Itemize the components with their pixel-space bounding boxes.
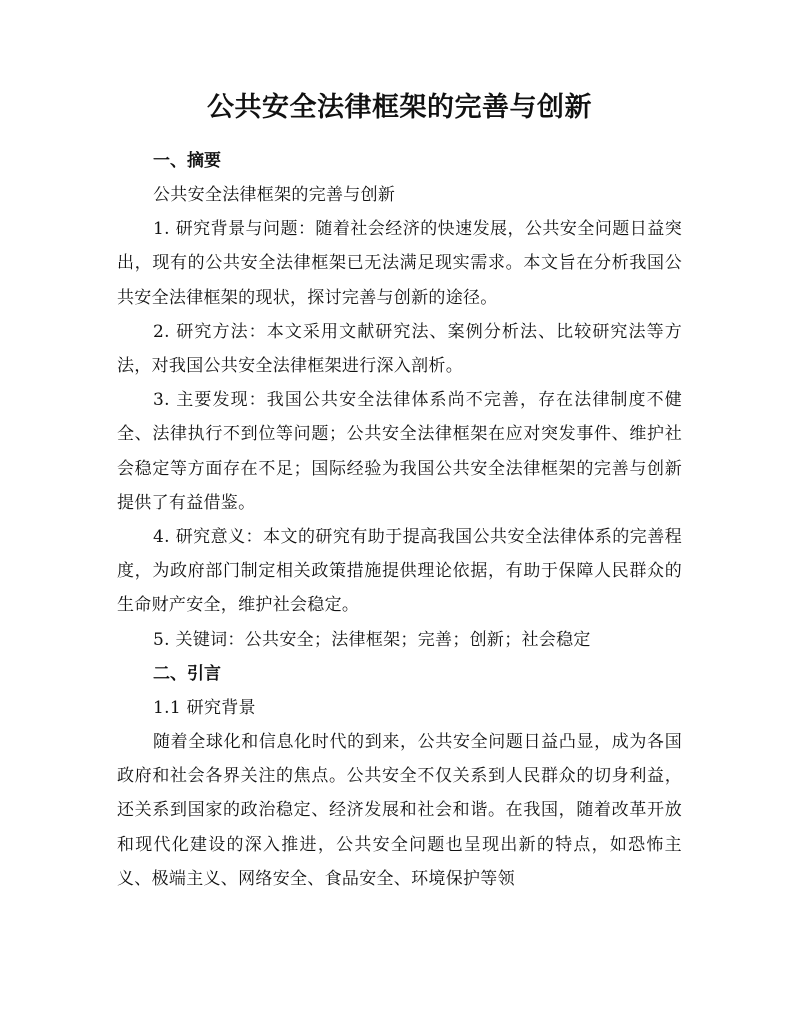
section-introduction <box>117 657 682 896</box>
paragraph: 3. 主要发现：我国公共安全法律体系尚不完善，存在法律制度不健全、法律执行不到位等问题；公共安全法律框架在应对突发事件、维护社会稳定等方面存在不足；国际经验为我国公共安全法律框架的完善与创新提供了有益借鉴。 <box>117 390 682 513</box>
section-heading: 一、摘要 <box>153 151 221 171</box>
paragraph: 1. 研究背景与问题：随着社会经济的快速发展，公共安全问题日益突出，现有的公共安全法律框架已无法满足现实需求。本文旨在分析我国公共安全法律框架的现状，探讨完善与创新的途径。 <box>117 219 682 308</box>
section-abstract <box>117 144 682 657</box>
paragraph: 2. 研究方法：本文采用文献研究法、案例分析法、比较研究法等方法，对我国公共安全法律框架进行深入剖析。 <box>117 321 682 377</box>
paragraph: 4. 研究意义：本文的研究有助于提高我国公共安全法律体系的完善程度，为政府部门制定相关政策措施提供理论依据，有助于保障人民群众的生命财产安全，维护社会稳定。 <box>117 527 682 616</box>
paragraph: 随着全球化和信息化时代的到来，公共安全问题日益凸显，成为各国政府和社会各界关注的焦点。公共安全不仅关系到人民群众的切身利益，还关系到国家的政治稳定、经济发展和社会和谐。在我国，随着改革开放和现代化建设的深入推进，公共安全问题也呈现出新的特点，如恐怖主义、极端主义、网络安全、食品安全、环境保护等领 <box>117 732 682 889</box>
document-page <box>117 88 682 896</box>
document-title: 公共安全法律框架的完善与创新 <box>207 92 592 123</box>
section-heading: 二、引言 <box>153 663 221 684</box>
paragraph: 5. 关键词：公共安全；法律框架；完善；创新；社会稳定 <box>153 629 591 650</box>
paragraph: 公共安全法律框架的完善与创新 <box>153 185 396 205</box>
subsection-heading: 1.1 研究背景 <box>153 697 256 718</box>
